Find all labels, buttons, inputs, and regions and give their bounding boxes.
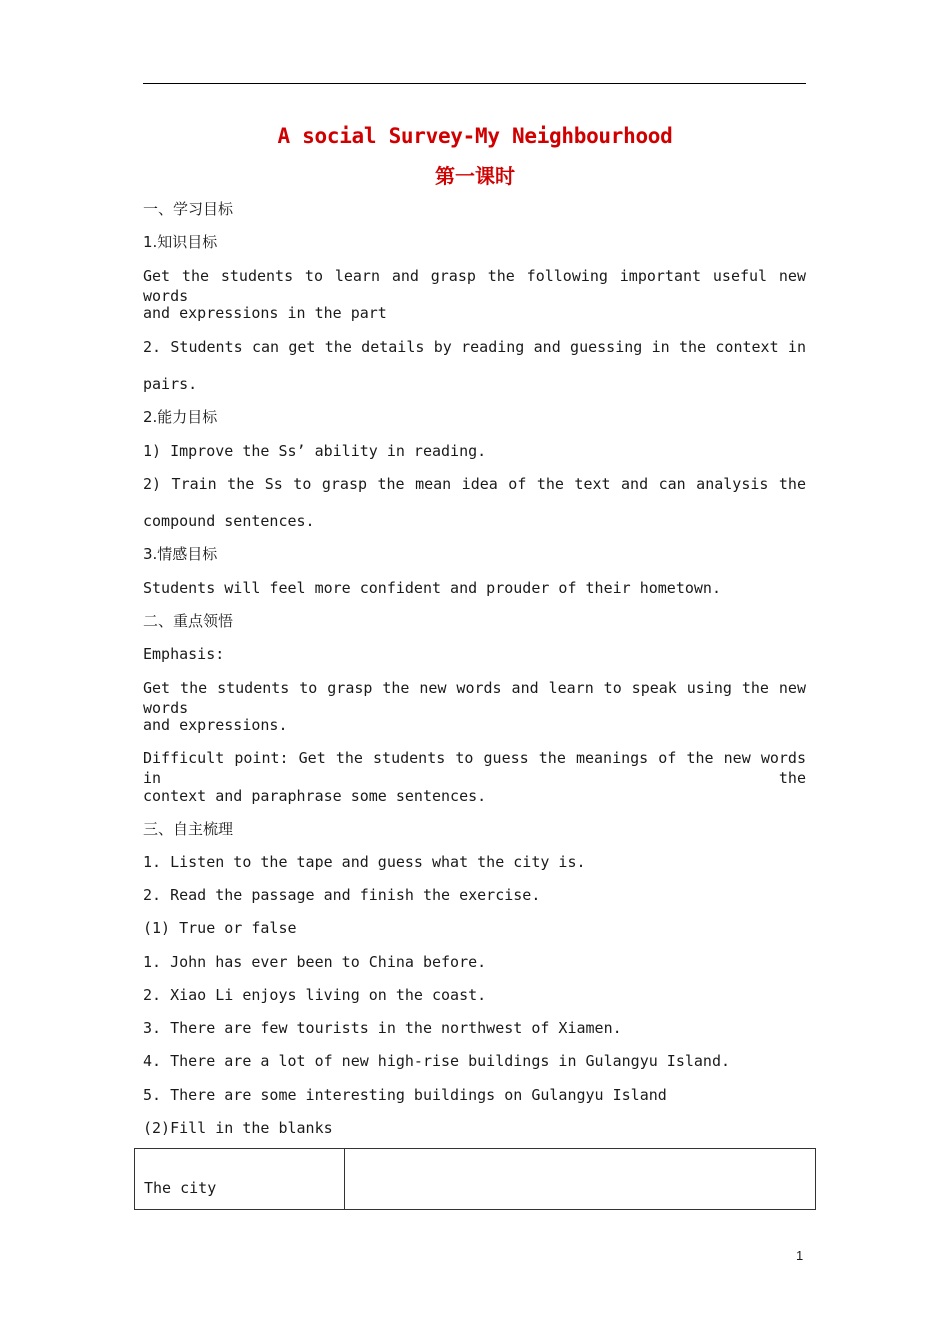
table-cell-label: The city: [135, 1149, 345, 1210]
document-title: A social Survey-My Neighbourhood: [277, 124, 673, 148]
paragraph-line: Emphasis:: [143, 645, 225, 663]
header-rule: [143, 83, 806, 84]
paragraph-line: 5. There are some interesting buildings on Gulangyu Island: [143, 1086, 667, 1104]
paragraph-line: and expressions.: [143, 716, 288, 734]
section-heading: 三、自主梳理: [143, 820, 234, 838]
paragraph-line: (1) True or false: [143, 919, 297, 937]
page-number: 1: [796, 1248, 804, 1263]
subsection-heading: 3.情感目标: [143, 545, 218, 563]
paragraph-line: and expressions in the part: [143, 304, 387, 322]
paragraph-line: compound sentences.: [143, 512, 315, 530]
paragraph-line: 2. Read the passage and finish the exercise.: [143, 886, 541, 904]
paragraph-line: 3. There are few tourists in the northwest of Xiamen.: [143, 1019, 622, 1037]
paragraph-line: 2. Students can get the details by reading and guessing in the context in: [143, 338, 806, 356]
paragraph-line: 2. Xiao Li enjoys living on the coast.: [143, 986, 487, 1004]
paragraph-line: Students will feel more confident and prouder of their hometown.: [143, 579, 721, 597]
paragraph-line: Difficult point: Get the students to guess the meanings of the new words in the: [143, 749, 806, 787]
paragraph-line: context and paraphrase some sentences.: [143, 787, 487, 805]
table-cell-blank[interactable]: [345, 1149, 816, 1210]
subsection-heading: 1.知识目标: [143, 233, 218, 251]
paragraph-line: (2)Fill in the blanks: [143, 1119, 333, 1137]
paragraph-line: Get the students to grasp the new words and learn to speak using the new words: [143, 679, 806, 717]
section-heading: 一、学习目标: [143, 200, 234, 218]
paragraph-line: 1) Improve the Ss’ ability in reading.: [143, 442, 487, 460]
paragraph-line: 2) Train the Ss to grasp the mean idea of the text and can analysis the: [143, 475, 806, 493]
paragraph-line: pairs.: [143, 375, 198, 393]
paragraph-line: Get the students to learn and grasp the following important useful new words: [143, 267, 806, 305]
paragraph-line: 1. Listen to the tape and guess what the city is.: [143, 853, 586, 871]
section-heading: 二、重点领悟: [143, 612, 234, 630]
paragraph-line: 1. John has ever been to China before.: [143, 953, 487, 971]
document-subtitle: 第一课时: [435, 164, 515, 188]
subsection-heading: 2.能力目标: [143, 408, 218, 426]
table-row: [135, 1149, 816, 1210]
fill-in-table: [134, 1148, 816, 1210]
paragraph-line: 4. There are a lot of new high-rise buildings in Gulangyu Island.: [143, 1052, 730, 1070]
